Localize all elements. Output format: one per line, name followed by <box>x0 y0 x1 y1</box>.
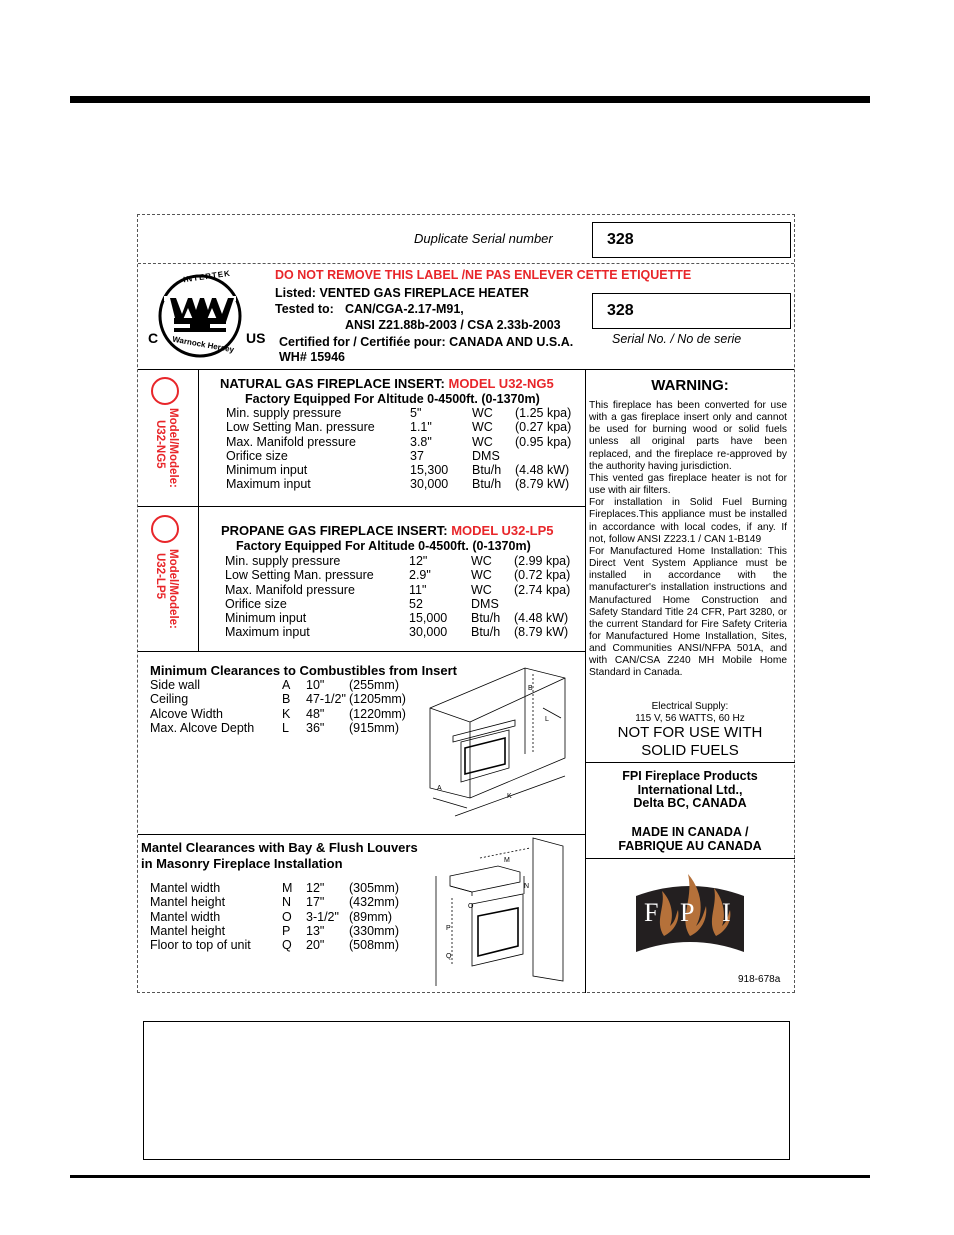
lp-title <box>221 523 554 538</box>
ng-spec-name: Low Setting Man. pressure <box>226 420 375 435</box>
lp-spec-metric: (2.74 kpa) <box>514 582 571 597</box>
ng-spec-name: Min. supply pressure <box>226 406 342 420</box>
manufacturer-line1: FPI Fireplace Products <box>622 769 758 783</box>
mantel-row <box>150 910 420 924</box>
ng-select-circle <box>151 377 179 405</box>
diagram-letter-n: N <box>524 883 530 890</box>
lp-spec-row <box>225 597 575 611</box>
mantel-row <box>150 924 420 938</box>
electrical-label: Electrical Supply: <box>651 701 729 712</box>
ng-spec-metric: (8.79 kW) <box>515 477 570 492</box>
lp-spec-unit: DMS <box>471 596 499 611</box>
made-line1: MADE IN CANADA / <box>631 825 749 839</box>
lp-spec-name: Max. Manifold pressure <box>225 582 355 597</box>
clearance-metric: (1220mm) <box>349 706 406 721</box>
intertek-wh-logo <box>146 266 274 366</box>
lp-model-code: U32-LP5 <box>154 553 166 600</box>
tested-label: Tested to: <box>275 302 334 316</box>
ng-spec-unit: Btu/h <box>472 477 502 492</box>
clearance-row <box>150 721 420 735</box>
serial-value: 328 <box>607 302 634 319</box>
mantel-title-1: Mantel Clearances with Bay & Flush Louvers <box>141 840 418 855</box>
mantel-name: Mantel width <box>150 881 221 895</box>
lp-spec-value: 52 <box>409 596 423 611</box>
electrical-value: 115 V, 56 WATTS, 60 Hz <box>635 713 745 724</box>
logo-us: US <box>246 330 266 346</box>
serial-label: Serial No. / No de serie <box>612 332 742 346</box>
divider <box>138 263 794 264</box>
ng-spec-row <box>226 463 576 477</box>
ng-spec-value: 5" <box>410 406 422 420</box>
ng-spec-unit: WC <box>472 420 493 435</box>
tested-standard-1: CAN/CGA-2.17-M91, <box>345 302 464 316</box>
lp-spec-metric: (8.79 kW) <box>514 625 569 640</box>
diagram-letter-b: B <box>528 685 533 692</box>
ng-spec-metric: (0.95 kpa) <box>515 434 572 449</box>
top-rule <box>70 96 870 103</box>
divider <box>585 858 795 859</box>
clearance-row <box>150 678 420 692</box>
ng-spec-value: 1.1" <box>410 420 432 435</box>
serial-box <box>592 293 791 329</box>
divider <box>138 506 585 507</box>
clearance-letter: K <box>282 706 291 721</box>
diagram-letter-p: P <box>446 925 451 932</box>
clearance-letter: L <box>282 720 289 735</box>
ng-spec-name: Max. Manifold pressure <box>226 434 356 449</box>
ng-spec-metric: (1.25 kpa) <box>515 406 572 420</box>
clearance-value: 36" <box>306 720 325 735</box>
wh-number: WH# 15946 <box>279 350 346 364</box>
ng-spec-value: 15,300 <box>410 463 449 478</box>
made-in-canada <box>585 826 795 853</box>
lp-spec-name: Minimum input <box>225 611 307 626</box>
lp-spec-row <box>225 611 575 625</box>
duplicate-serial-box <box>592 222 791 258</box>
divider <box>585 369 586 993</box>
ng-spec-row <box>226 420 576 434</box>
logo-bottom-text: Warnock Hersey <box>171 334 235 355</box>
lp-spec-name: Low Setting Man. pressure <box>225 568 374 583</box>
warning-p4: For Manufactured Home Installation: This Direct Vent System Appliance must be installed in accordance with the manufacturer's installation instructions and Manufactured Home Construction and Safety Standard Title 24 CFR, Part 3280, or the current Standard for Fire Safety Criteria for Manufactured Home Installation, Sites, and Communities ANSI/NFPA 501A, and with CAN/CSA Z240 MH Mobile Home Standard in Canada. <box>589 545 787 679</box>
ng-spec-unit: DMS <box>472 448 500 463</box>
ng-spec-unit: WC <box>472 434 493 449</box>
mantel-title-2: in Masonry Fireplace Installation <box>141 856 343 871</box>
mantel-metric: (330mm) <box>349 923 400 938</box>
alcove-diagram <box>425 658 583 830</box>
fpi-logo-p: P <box>680 898 695 927</box>
clearance-name: Side wall <box>150 678 201 692</box>
diagram-letter-l: L <box>545 716 549 723</box>
bottom-rule <box>70 1175 870 1178</box>
do-not-remove-text: DO NOT REMOVE THIS LABEL /NE PAS ENLEVER CETTE ETIQUETTE <box>275 268 692 282</box>
warning-p3: For installation in Solid Fuel Burning Fireplaces.This appliance must be installed in accordance with local codes, if any. If not, follow ANSI Z223.1 / CAN 1-B149 <box>589 497 787 545</box>
solid-fuels-line1: NOT FOR USE WITH <box>617 724 763 741</box>
notes-box <box>143 1021 790 1160</box>
lp-spec-row <box>225 568 575 582</box>
lp-spec-metric: (0.72 kpa) <box>514 568 571 583</box>
divider <box>585 762 795 763</box>
ng-spec-value: 30,000 <box>410 477 449 492</box>
ng-spec-name: Minimum input <box>226 463 308 478</box>
mantel-name: Mantel width <box>150 909 221 924</box>
duplicate-serial-value: 328 <box>607 231 634 248</box>
part-number: 918-678a <box>738 974 781 985</box>
clearances-title: Minimum Clearances to Combustibles from Insert <box>150 663 458 678</box>
ng-model: MODEL U32-NG5 <box>448 376 554 391</box>
lp-spec-value: 12" <box>409 554 428 568</box>
divider <box>138 369 794 370</box>
mantel-metric: (305mm) <box>349 881 400 895</box>
mantel-table <box>150 881 420 952</box>
mantel-letter: P <box>282 923 291 938</box>
ng-title-text: NATURAL GAS FIREPLACE INSERT: <box>220 376 445 391</box>
ng-spec-row <box>226 406 576 420</box>
clearance-name: Ceiling <box>150 692 189 707</box>
ng-model-label: Model/Modele: <box>167 408 179 488</box>
clearance-name: Max. Alcove Depth <box>150 720 255 735</box>
fpi-logo-f: F <box>644 898 659 927</box>
clearance-letter: A <box>282 678 291 692</box>
warning-text <box>589 400 787 680</box>
mantel-metric: (89mm) <box>349 909 393 924</box>
lp-spec-unit: Btu/h <box>471 625 501 640</box>
clearance-value: 10" <box>306 678 325 692</box>
lp-spec-metric: (4.48 kW) <box>514 611 569 626</box>
clearance-letter: B <box>282 692 291 707</box>
mantel-metric: (432mm) <box>349 895 400 910</box>
fpi-logo-i: I <box>722 898 731 927</box>
lp-spec-row <box>225 554 575 568</box>
lp-spec-row <box>225 583 575 597</box>
solid-fuels-warning <box>585 724 795 760</box>
clearance-value: 48" <box>306 706 325 721</box>
ng-spec-name: Orifice size <box>226 448 288 463</box>
logo-top-text: INTERTEK <box>182 268 232 285</box>
lp-spec-value: 11" <box>409 582 427 597</box>
electrical-supply <box>585 701 795 725</box>
warning-title: WARNING: <box>651 377 729 394</box>
ng-spec-metric: (0.27 kpa) <box>515 420 572 435</box>
ng-spec-name: Maximum input <box>226 477 311 492</box>
warning-p2: This vented gas fireplace heater is not for use with air filters. <box>589 472 787 497</box>
lp-title-text: PROPANE GAS FIREPLACE INSERT: <box>221 523 448 538</box>
ng-title <box>220 376 554 391</box>
mantel-letter: M <box>282 881 293 895</box>
lp-spec-unit: WC <box>471 582 492 597</box>
diagram-letter-a: A <box>437 785 442 792</box>
lp-spec-name: Min. supply pressure <box>225 554 341 568</box>
manufacturer-address <box>585 770 795 811</box>
divider <box>198 369 199 651</box>
clearances-table <box>150 678 420 735</box>
mantel-name: Mantel height <box>150 895 226 910</box>
mantel-letter: N <box>282 895 292 910</box>
mantel-value: 17" <box>306 895 325 910</box>
ng-spec-table <box>226 406 576 492</box>
diagram-letter-o: O <box>468 903 474 910</box>
logo-c: C <box>148 330 159 346</box>
manufacturer-line2: International Ltd., <box>637 782 743 797</box>
clearance-value: 47-1/2" <box>306 692 346 707</box>
duplicate-serial-label: Duplicate Serial number <box>414 231 553 246</box>
made-line2: FABRIQUE AU CANADA <box>618 838 762 853</box>
mantel-row <box>150 938 420 952</box>
divider <box>138 834 585 835</box>
ng-spec-value: 3.8" <box>410 434 432 449</box>
lp-spec-unit: WC <box>471 554 492 568</box>
clearance-row <box>150 707 420 721</box>
ng-spec-metric: (4.48 kW) <box>515 463 570 478</box>
diagram-letter-q: Q <box>446 953 452 960</box>
ng-spec-value: 37 <box>410 448 424 463</box>
mantel-letter: O <box>282 909 292 924</box>
mantel-name: Mantel height <box>150 923 226 938</box>
mantel-row <box>150 881 420 895</box>
clearance-row <box>150 692 420 706</box>
lp-select-circle <box>151 515 179 543</box>
ng-spec-row <box>226 449 576 463</box>
lp-spec-metric: (2.99 kpa) <box>514 554 571 568</box>
diagram-letter-k: K <box>507 793 512 800</box>
mantel-value: 12" <box>306 881 325 895</box>
listed-text: Listed: VENTED GAS FIREPLACE HEATER <box>275 286 529 300</box>
clearance-metric: (915mm) <box>349 720 400 735</box>
clearance-metric: (1205mm) <box>349 692 406 707</box>
ng-spec-unit: WC <box>472 406 493 420</box>
lp-model: MODEL U32-LP5 <box>451 523 554 538</box>
mantel-value: 20" <box>306 938 325 953</box>
lp-model-label: Model/Modele: <box>167 549 179 629</box>
clearance-metric: (255mm) <box>349 678 400 692</box>
lp-spec-unit: WC <box>471 568 492 583</box>
ng-spec-unit: Btu/h <box>472 463 502 478</box>
solid-fuels-line2: SOLID FUELS <box>641 742 739 759</box>
mantel-name: Floor to top of unit <box>150 938 251 953</box>
lp-spec-value: 15,000 <box>409 611 448 626</box>
lp-spec-value: 2.9" <box>409 568 431 583</box>
lp-spec-table <box>225 554 575 640</box>
lp-spec-unit: Btu/h <box>471 611 501 626</box>
ng-subtitle: Factory Equipped For Altitude 0-4500ft. (0-1370m) <box>245 392 540 406</box>
certified-text: Certified for / Certifiée pour: CANADA AND U.S.A. <box>279 335 574 349</box>
mantel-row <box>150 895 420 909</box>
lp-spec-value: 30,000 <box>409 625 448 640</box>
ng-spec-row <box>226 477 576 491</box>
tested-standard-2: ANSI Z21.88b-2003 / CSA 2.33b-2003 <box>345 318 561 332</box>
lp-subtitle: Factory Equipped For Altitude 0-4500ft. (0-1370m) <box>236 539 531 553</box>
mantel-metric: (508mm) <box>349 938 400 953</box>
lp-spec-name: Maximum input <box>225 625 310 640</box>
clearance-name: Alcove Width <box>150 706 223 721</box>
mantel-letter: Q <box>282 938 292 953</box>
warning-p1: This fireplace has been converted for use with a gas fireplace insert only and cannot be used for burning wood or solid fuels unless all original parts have been replaced, and the fireplace re-approved by the authority having jurisdiction. <box>589 400 787 472</box>
mantel-value: 3-1/2" <box>306 909 339 924</box>
mantel-diagram <box>428 836 578 988</box>
ng-model-code: U32-NG5 <box>154 420 166 469</box>
mantel-value: 13" <box>306 923 325 938</box>
diagram-letter-m: M <box>504 857 510 864</box>
ng-spec-row <box>226 435 576 449</box>
divider <box>138 651 585 652</box>
manufacturer-line3: Delta BC, CANADA <box>633 796 747 810</box>
lp-spec-row <box>225 625 575 639</box>
lp-spec-name: Orifice size <box>225 596 287 611</box>
